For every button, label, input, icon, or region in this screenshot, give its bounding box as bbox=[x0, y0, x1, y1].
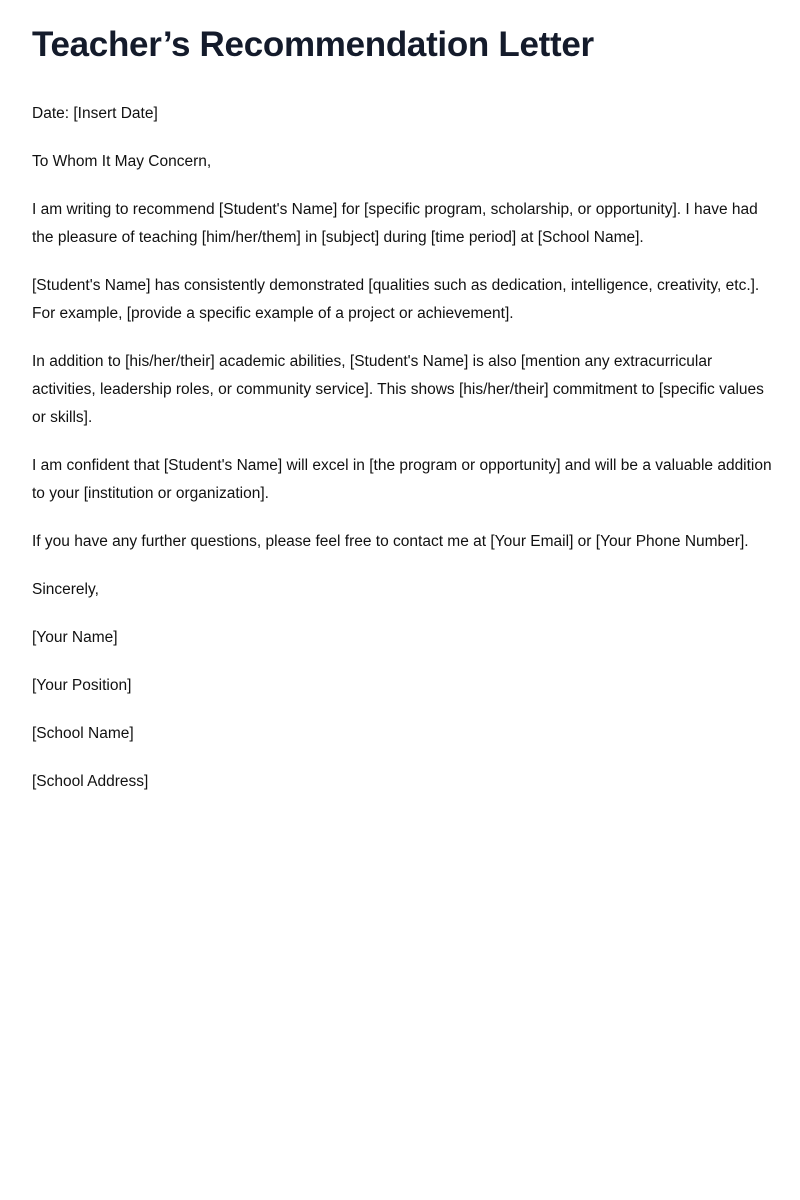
signature-school-name: [School Name] bbox=[32, 725, 134, 742]
qualities-paragraph: [Student's Name] has consistently demonstrated [qualities such as dedication, intelligence, creativity, etc.]. For example, [provide a specific example of a project or achievement]. bbox=[32, 277, 760, 322]
date-line: Date: [Insert Date] bbox=[32, 105, 158, 122]
confidence-paragraph: I am confident that [Student's Name] will excel in [the program or opportunity] and will be a valuable addition to your [institution or organization]. bbox=[32, 457, 772, 502]
letter-document bbox=[32, 0, 772, 816]
intro-paragraph: I am writing to recommend [Student's Name] for [specific program, scholarship, or opportunity]. I have had the pleasure of teaching [him/her/them] in [subject] during [time period] at [School Name]. bbox=[32, 201, 758, 246]
salutation: To Whom It May Concern, bbox=[32, 153, 212, 170]
extracurricular-paragraph: In addition to [his/her/their] academic abilities, [Student's Name] is also [mention any extracurricular activities, leadership roles, or community service]. This shows [his/her/their] commitment to [specific values or skills]. bbox=[32, 353, 764, 426]
page-title: Teacher’s Recommendation Letter bbox=[32, 25, 594, 64]
signature-name: [Your Name] bbox=[32, 629, 118, 646]
contact-paragraph: If you have any further questions, please feel free to contact me at [Your Email] or [Your Phone Number]. bbox=[32, 533, 749, 550]
signature-school-address: [School Address] bbox=[32, 773, 149, 790]
closing: Sincerely, bbox=[32, 581, 99, 598]
signature-position: [Your Position] bbox=[32, 677, 132, 694]
letter-body bbox=[32, 100, 772, 796]
